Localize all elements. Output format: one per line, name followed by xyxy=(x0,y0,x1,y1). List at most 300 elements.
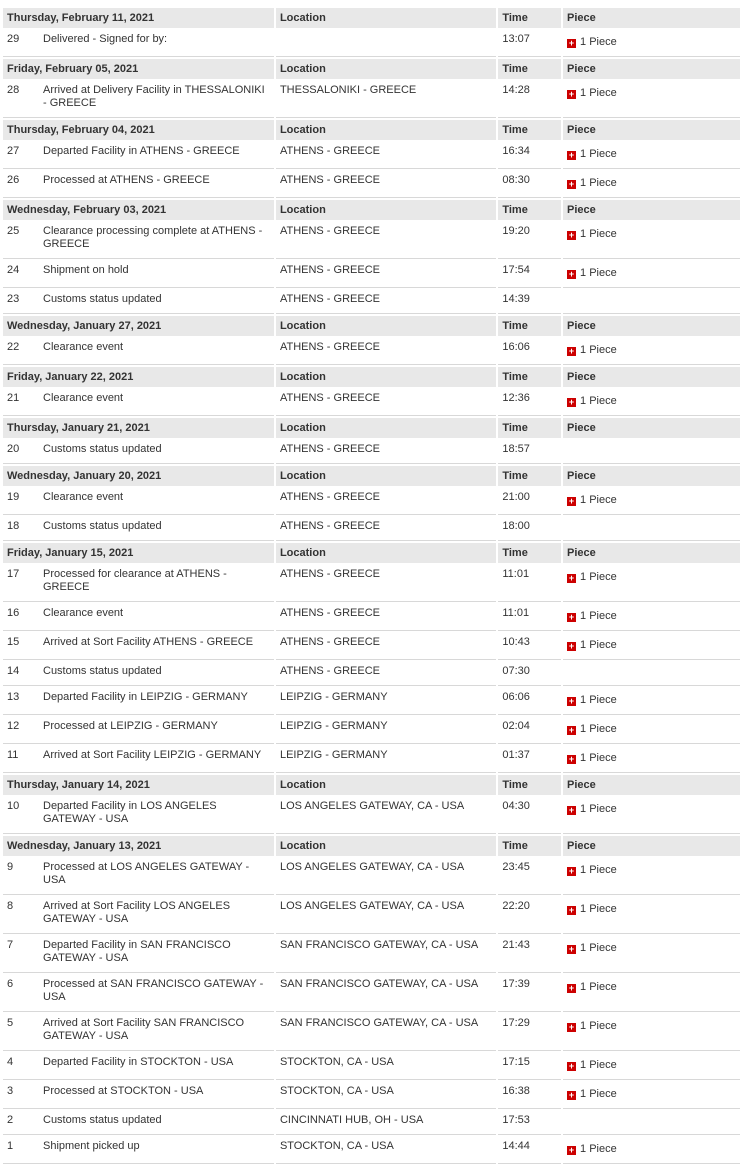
event-row xyxy=(3,688,740,715)
event-location: ATHENS - GREECE xyxy=(276,261,496,288)
expand-plus-icon[interactable]: + xyxy=(568,905,575,915)
event-time: 17:53 xyxy=(498,1111,561,1135)
piece-cell xyxy=(563,717,740,744)
piece-toggle[interactable] xyxy=(567,344,617,357)
piece-cell xyxy=(563,1014,740,1051)
event-row xyxy=(3,171,740,198)
event-location: ATHENS - GREECE xyxy=(276,565,496,602)
event-cell xyxy=(3,662,274,686)
expand-plus-icon[interactable]: + xyxy=(568,1145,575,1155)
event-description: Clearance processing complete at ATHENS - GREECE xyxy=(43,225,263,250)
piece-cell xyxy=(563,1111,740,1135)
piece-cell xyxy=(563,797,740,834)
event-cell xyxy=(3,797,274,834)
piece-column-header: Piece xyxy=(563,59,740,79)
expand-plus-icon[interactable]: + xyxy=(568,38,575,48)
event-description: Customs status updated xyxy=(43,520,162,532)
event-description: Processed at ATHENS - GREECE xyxy=(43,174,210,186)
piece-cell xyxy=(563,936,740,973)
date-header-row xyxy=(3,316,740,336)
piece-count[interactable]: 1 Piece xyxy=(580,903,617,915)
event-number: 6 xyxy=(7,978,14,990)
event-row xyxy=(3,1137,740,1164)
event-cell xyxy=(3,290,274,314)
event-time: 23:45 xyxy=(498,858,561,895)
expand-plus-icon[interactable]: + xyxy=(568,573,575,583)
piece-count[interactable]: 1 Piece xyxy=(580,610,617,622)
piece-toggle[interactable] xyxy=(567,36,617,49)
event-number: 18 xyxy=(7,520,20,532)
piece-toggle[interactable] xyxy=(567,267,617,280)
piece-count[interactable]: 1 Piece xyxy=(580,981,617,993)
piece-count[interactable]: 1 Piece xyxy=(580,228,617,240)
event-number: 19 xyxy=(7,491,20,503)
event-cell xyxy=(3,1014,274,1051)
event-time: 21:43 xyxy=(498,936,561,973)
location-column-header: Location xyxy=(276,59,496,79)
piece-count[interactable]: 1 Piece xyxy=(580,1143,617,1155)
event-number: 14 xyxy=(7,665,20,677)
piece-count[interactable]: 1 Piece xyxy=(580,344,617,356)
piece-toggle[interactable] xyxy=(567,610,617,623)
event-location: ATHENS - GREECE xyxy=(276,389,496,416)
event-number: 4 xyxy=(7,1056,14,1068)
event-location: STOCKTON, CA - USA xyxy=(276,1053,496,1080)
piece-toggle[interactable] xyxy=(567,148,617,161)
event-location: ATHENS - GREECE xyxy=(276,517,496,541)
event-number: 26 xyxy=(7,174,20,186)
piece-cell xyxy=(563,688,740,715)
expand-plus-icon[interactable]: + xyxy=(568,612,575,622)
piece-cell xyxy=(563,142,740,169)
piece-toggle[interactable] xyxy=(567,752,617,765)
event-time: 21:00 xyxy=(498,488,561,515)
piece-count[interactable]: 1 Piece xyxy=(580,571,617,583)
event-row xyxy=(3,261,740,288)
event-time: 17:15 xyxy=(498,1053,561,1080)
piece-column-header: Piece xyxy=(563,543,740,563)
piece-cell xyxy=(563,858,740,895)
event-location: ATHENS - GREECE xyxy=(276,488,496,515)
event-cell xyxy=(3,1053,274,1080)
expand-plus-icon[interactable]: + xyxy=(568,696,575,706)
piece-count[interactable]: 1 Piece xyxy=(580,723,617,735)
piece-cell xyxy=(563,1082,740,1109)
piece-toggle[interactable] xyxy=(567,1059,617,1072)
piece-column-header: Piece xyxy=(563,418,740,438)
piece-count[interactable]: 1 Piece xyxy=(580,1059,617,1071)
event-row xyxy=(3,1053,740,1080)
time-column-header: Time xyxy=(498,8,561,28)
time-column-header: Time xyxy=(498,200,561,220)
event-row xyxy=(3,717,740,744)
piece-column-header: Piece xyxy=(563,120,740,140)
event-row xyxy=(3,1111,740,1135)
piece-count[interactable]: 1 Piece xyxy=(580,148,617,160)
event-time: 16:38 xyxy=(498,1082,561,1109)
event-description: Clearance event xyxy=(43,491,124,503)
event-number: 12 xyxy=(7,720,20,732)
piece-count[interactable]: 1 Piece xyxy=(580,639,617,651)
event-time: 18:57 xyxy=(498,440,561,464)
event-row xyxy=(3,338,740,365)
event-number: 22 xyxy=(7,341,20,353)
piece-cell xyxy=(563,389,740,416)
event-number: 13 xyxy=(7,691,20,703)
event-number: 16 xyxy=(7,607,20,619)
event-cell xyxy=(3,746,274,773)
piece-cell xyxy=(563,662,740,686)
event-time: 14:39 xyxy=(498,290,561,314)
expand-plus-icon[interactable]: + xyxy=(568,150,575,160)
event-time: 22:20 xyxy=(498,897,561,934)
piece-cell xyxy=(563,1137,740,1164)
expand-plus-icon[interactable]: + xyxy=(568,230,575,240)
event-cell xyxy=(3,30,274,57)
event-location: LEIPZIG - GERMANY xyxy=(276,746,496,773)
event-time: 11:01 xyxy=(498,565,561,602)
event-number: 1 xyxy=(7,1140,14,1152)
date-heading: Wednesday, February 03, 2021 xyxy=(3,200,274,220)
event-location: ATHENS - GREECE xyxy=(276,142,496,169)
event-row xyxy=(3,142,740,169)
event-cell xyxy=(3,936,274,973)
event-location: ATHENS - GREECE xyxy=(276,633,496,660)
event-cell xyxy=(3,1137,274,1164)
time-column-header: Time xyxy=(498,367,561,387)
piece-toggle[interactable] xyxy=(567,87,617,100)
expand-plus-icon[interactable]: + xyxy=(568,754,575,764)
event-location: LEIPZIG - GERMANY xyxy=(276,717,496,744)
event-time: 12:36 xyxy=(498,389,561,416)
event-number: 24 xyxy=(7,264,20,276)
expand-plus-icon[interactable]: + xyxy=(568,89,575,99)
event-description: Customs status updated xyxy=(43,293,162,305)
piece-cell xyxy=(563,897,740,934)
piece-toggle[interactable] xyxy=(567,864,617,877)
piece-column-header: Piece xyxy=(563,8,740,28)
date-heading: Friday, January 22, 2021 xyxy=(3,367,274,387)
event-cell xyxy=(3,222,274,259)
event-time: 18:00 xyxy=(498,517,561,541)
event-row xyxy=(3,30,740,57)
expand-plus-icon[interactable]: + xyxy=(568,397,575,407)
event-number: 17 xyxy=(7,568,20,580)
event-location: SAN FRANCISCO GATEWAY, CA - USA xyxy=(276,975,496,1012)
location-column-header: Location xyxy=(276,120,496,140)
piece-count[interactable]: 1 Piece xyxy=(580,803,617,815)
piece-count[interactable]: 1 Piece xyxy=(580,36,617,48)
expand-plus-icon[interactable]: + xyxy=(568,641,575,651)
event-description: Customs status updated xyxy=(43,665,162,677)
event-cell xyxy=(3,389,274,416)
piece-toggle[interactable] xyxy=(567,228,617,241)
event-description: Processed at LOS ANGELES GATEWAY - USA xyxy=(43,861,250,886)
expand-plus-icon[interactable]: + xyxy=(568,346,575,356)
piece-cell xyxy=(563,171,740,198)
event-description: Arrived at Delivery Facility in THESSALONIKI - GREECE xyxy=(43,84,265,109)
event-row xyxy=(3,662,740,686)
piece-toggle[interactable] xyxy=(567,694,617,707)
event-number: 20 xyxy=(7,443,20,455)
event-time: 07:30 xyxy=(498,662,561,686)
date-heading: Thursday, February 04, 2021 xyxy=(3,120,274,140)
event-cell xyxy=(3,171,274,198)
event-number: 2 xyxy=(7,1114,14,1126)
event-description: Departed Facility in LEIPZIG - GERMANY xyxy=(43,691,248,703)
event-cell xyxy=(3,897,274,934)
piece-toggle[interactable] xyxy=(567,1088,617,1101)
event-row xyxy=(3,897,740,934)
event-description: Arrived at Sort Facility ATHENS - GREECE xyxy=(43,636,254,648)
event-description: Shipment picked up xyxy=(43,1140,140,1152)
event-cell xyxy=(3,975,274,1012)
event-description: Arrived at Sort Facility LOS ANGELES GATEWAY - USA xyxy=(43,900,231,925)
expand-plus-icon[interactable]: + xyxy=(568,1061,575,1071)
event-description: Clearance event xyxy=(43,341,124,353)
date-heading: Thursday, February 11, 2021 xyxy=(3,8,274,28)
event-row xyxy=(3,517,740,541)
piece-cell xyxy=(563,488,740,515)
event-location: SAN FRANCISCO GATEWAY, CA - USA xyxy=(276,936,496,973)
location-column-header: Location xyxy=(276,367,496,387)
event-description: Arrived at Sort Facility LEIPZIG - GERMANY xyxy=(43,749,262,761)
event-number: 23 xyxy=(7,293,20,305)
event-number: 10 xyxy=(7,800,20,812)
expand-plus-icon[interactable]: + xyxy=(568,269,575,279)
location-column-header: Location xyxy=(276,418,496,438)
expand-plus-icon[interactable]: + xyxy=(568,805,575,815)
piece-count[interactable]: 1 Piece xyxy=(580,1088,617,1100)
piece-cell xyxy=(563,746,740,773)
piece-cell xyxy=(563,517,740,541)
event-cell xyxy=(3,488,274,515)
event-cell xyxy=(3,261,274,288)
event-row xyxy=(3,633,740,660)
event-description: Clearance event xyxy=(43,607,124,619)
piece-toggle[interactable] xyxy=(567,395,617,408)
time-column-header: Time xyxy=(498,120,561,140)
event-location: THESSALONIKI - GREECE xyxy=(276,81,496,118)
event-location: LOS ANGELES GATEWAY, CA - USA xyxy=(276,858,496,895)
event-location: ATHENS - GREECE xyxy=(276,338,496,365)
date-header-row xyxy=(3,367,740,387)
expand-plus-icon[interactable]: + xyxy=(568,1090,575,1100)
event-location: LOS ANGELES GATEWAY, CA - USA xyxy=(276,897,496,934)
location-column-header: Location xyxy=(276,316,496,336)
piece-cell xyxy=(563,30,740,57)
event-location: ATHENS - GREECE xyxy=(276,222,496,259)
date-header-row xyxy=(3,836,740,856)
date-header-row xyxy=(3,8,740,28)
date-header-row xyxy=(3,59,740,79)
event-cell xyxy=(3,517,274,541)
piece-cell xyxy=(563,565,740,602)
event-row xyxy=(3,222,740,259)
event-location: CINCINNATI HUB, OH - USA xyxy=(276,1111,496,1135)
event-description: Departed Facility in ATHENS - GREECE xyxy=(43,145,240,157)
date-heading: Wednesday, January 27, 2021 xyxy=(3,316,274,336)
event-location xyxy=(276,30,496,57)
date-header-row xyxy=(3,120,740,140)
event-row xyxy=(3,389,740,416)
event-row xyxy=(3,746,740,773)
piece-column-header: Piece xyxy=(563,367,740,387)
event-cell xyxy=(3,604,274,631)
piece-count[interactable]: 1 Piece xyxy=(580,494,617,506)
piece-toggle[interactable] xyxy=(567,571,617,584)
time-column-header: Time xyxy=(498,418,561,438)
event-number: 28 xyxy=(7,84,20,96)
event-description: Delivered - Signed for by: xyxy=(43,33,168,45)
event-description: Shipment on hold xyxy=(43,264,129,276)
event-description: Processed for clearance at ATHENS - GREECE xyxy=(43,568,227,593)
event-cell xyxy=(3,338,274,365)
event-cell xyxy=(3,717,274,744)
event-row xyxy=(3,797,740,834)
piece-cell xyxy=(563,338,740,365)
piece-toggle[interactable] xyxy=(567,1143,617,1156)
piece-toggle[interactable] xyxy=(567,723,617,736)
event-number: 7 xyxy=(7,939,14,951)
event-location: ATHENS - GREECE xyxy=(276,440,496,464)
piece-cell xyxy=(563,290,740,314)
date-header-row xyxy=(3,418,740,438)
piece-column-header: Piece xyxy=(563,775,740,795)
piece-count[interactable]: 1 Piece xyxy=(580,177,617,189)
date-heading: Wednesday, January 13, 2021 xyxy=(3,836,274,856)
event-time: 17:29 xyxy=(498,1014,561,1051)
event-time: 11:01 xyxy=(498,604,561,631)
piece-toggle[interactable] xyxy=(567,803,617,816)
event-location: LOS ANGELES GATEWAY, CA - USA xyxy=(276,797,496,834)
piece-count[interactable]: 1 Piece xyxy=(580,395,617,407)
event-description: Departed Facility in SAN FRANCISCO GATEWAY - USA xyxy=(43,939,231,964)
piece-cell xyxy=(563,222,740,259)
event-row xyxy=(3,936,740,973)
time-column-header: Time xyxy=(498,59,561,79)
expand-plus-icon[interactable]: + xyxy=(568,866,575,876)
piece-count[interactable]: 1 Piece xyxy=(580,87,617,99)
piece-toggle[interactable] xyxy=(567,903,617,916)
piece-toggle[interactable] xyxy=(567,177,617,190)
event-cell xyxy=(3,81,274,118)
event-number: 11 xyxy=(7,749,19,761)
expand-plus-icon[interactable]: + xyxy=(568,496,575,506)
piece-toggle[interactable] xyxy=(567,639,617,652)
piece-cell xyxy=(563,604,740,631)
event-row xyxy=(3,604,740,631)
piece-cell xyxy=(563,633,740,660)
event-description: Customs status updated xyxy=(43,443,162,455)
event-location: LEIPZIG - GERMANY xyxy=(276,688,496,715)
piece-toggle[interactable] xyxy=(567,1020,617,1033)
event-cell xyxy=(3,142,274,169)
date-header-row xyxy=(3,466,740,486)
event-time: 06:06 xyxy=(498,688,561,715)
event-row xyxy=(3,488,740,515)
event-row xyxy=(3,565,740,602)
expand-plus-icon[interactable]: + xyxy=(568,179,575,189)
event-description: Processed at SAN FRANCISCO GATEWAY - USA xyxy=(43,978,264,1003)
time-column-header: Time xyxy=(498,466,561,486)
date-header-row xyxy=(3,200,740,220)
event-cell xyxy=(3,633,274,660)
event-time: 01:37 xyxy=(498,746,561,773)
piece-cell xyxy=(563,1053,740,1080)
time-column-header: Time xyxy=(498,836,561,856)
date-header-row xyxy=(3,775,740,795)
expand-plus-icon[interactable]: + xyxy=(568,725,575,735)
event-cell xyxy=(3,440,274,464)
event-cell xyxy=(3,565,274,602)
piece-count[interactable]: 1 Piece xyxy=(580,864,617,876)
event-location: SAN FRANCISCO GATEWAY, CA - USA xyxy=(276,1014,496,1051)
expand-plus-icon[interactable]: + xyxy=(568,944,575,954)
event-time: 16:06 xyxy=(498,338,561,365)
piece-toggle[interactable] xyxy=(567,942,617,955)
event-row xyxy=(3,975,740,1012)
time-column-header: Time xyxy=(498,316,561,336)
tracking-history-body xyxy=(3,8,740,1164)
event-cell xyxy=(3,1082,274,1109)
piece-column-header: Piece xyxy=(563,836,740,856)
piece-count[interactable]: 1 Piece xyxy=(580,752,617,764)
expand-plus-icon[interactable]: + xyxy=(568,1022,575,1032)
location-column-header: Location xyxy=(276,200,496,220)
location-column-header: Location xyxy=(276,8,496,28)
event-description: Processed at STOCKTON - USA xyxy=(43,1085,204,1097)
event-row xyxy=(3,290,740,314)
time-column-header: Time xyxy=(498,775,561,795)
event-time: 14:44 xyxy=(498,1137,561,1164)
event-number: 5 xyxy=(7,1017,14,1029)
event-number: 9 xyxy=(7,861,14,873)
piece-count[interactable]: 1 Piece xyxy=(580,1020,617,1032)
location-column-header: Location xyxy=(276,543,496,563)
event-number: 8 xyxy=(7,900,14,912)
piece-cell xyxy=(563,975,740,1012)
event-time: 17:54 xyxy=(498,261,561,288)
event-cell xyxy=(3,1111,274,1135)
event-time: 02:04 xyxy=(498,717,561,744)
expand-plus-icon[interactable]: + xyxy=(568,983,575,993)
event-row xyxy=(3,1014,740,1051)
event-cell xyxy=(3,688,274,715)
tracking-history-table xyxy=(1,6,742,1166)
event-location: ATHENS - GREECE xyxy=(276,290,496,314)
date-heading: Friday, January 15, 2021 xyxy=(3,543,274,563)
piece-toggle[interactable] xyxy=(567,494,617,507)
piece-toggle[interactable] xyxy=(567,981,617,994)
event-location: STOCKTON, CA - USA xyxy=(276,1082,496,1109)
event-number: 15 xyxy=(7,636,20,648)
piece-count[interactable]: 1 Piece xyxy=(580,267,617,279)
event-description: Customs status updated xyxy=(43,1114,162,1126)
date-heading: Wednesday, January 20, 2021 xyxy=(3,466,274,486)
piece-count[interactable]: 1 Piece xyxy=(580,694,617,706)
piece-cell xyxy=(563,81,740,118)
location-column-header: Location xyxy=(276,836,496,856)
event-number: 25 xyxy=(7,225,20,237)
location-column-header: Location xyxy=(276,466,496,486)
event-time: 13:07 xyxy=(498,30,561,57)
event-time: 16:34 xyxy=(498,142,561,169)
event-number: 29 xyxy=(7,33,20,45)
piece-column-header: Piece xyxy=(563,466,740,486)
piece-count[interactable]: 1 Piece xyxy=(580,942,617,954)
event-cell xyxy=(3,858,274,895)
